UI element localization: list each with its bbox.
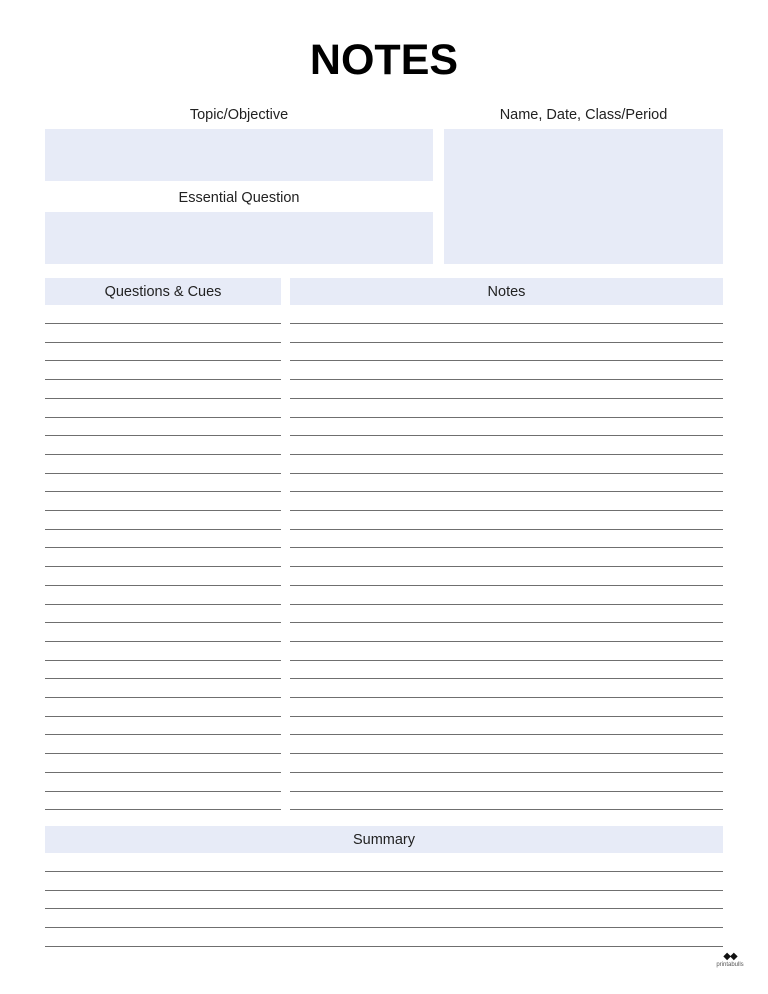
topic-objective-field[interactable] [45,129,433,181]
rule-line [45,641,281,642]
rule-line [290,417,723,418]
rule-line [45,809,281,810]
rule-line [45,604,281,605]
rule-line [45,678,281,679]
rule-line [290,809,723,810]
rule-line [290,547,723,548]
rule-line [290,360,723,361]
rule-line [45,342,281,343]
rule-line [45,510,281,511]
rule-line [290,604,723,605]
notes-lines[interactable] [290,323,723,813]
rule-line [45,454,281,455]
rule-line [45,585,281,586]
rule-line [45,791,281,792]
rule-line [45,360,281,361]
rule-line [45,323,281,324]
rule-line [290,622,723,623]
summary-label: Summary [352,831,416,848]
rule-line [45,435,281,436]
rule-line [45,772,281,773]
rule-line [45,398,281,399]
rule-line [290,753,723,754]
rule-line [290,435,723,436]
rule-line [45,660,281,661]
essential-question-field[interactable] [45,212,433,264]
rule-line [290,791,723,792]
rule-line [290,491,723,492]
rule-line [45,946,723,947]
rule-line [45,927,723,928]
rule-line [45,697,281,698]
questions-cues-lines[interactable] [45,323,281,813]
essential-question-label: Essential Question [178,190,300,206]
name-date-class-label: Name, Date, Class/Period [499,107,668,123]
rule-line [290,379,723,380]
topic-objective-label: Topic/Objective [189,107,289,123]
rule-line [45,890,723,891]
rule-line [45,473,281,474]
rule-line [45,753,281,754]
rule-line [45,908,723,909]
rule-line [290,342,723,343]
rule-line [45,566,281,567]
rule-line [45,379,281,380]
notes-header [290,278,723,305]
name-date-class-field[interactable] [444,129,723,264]
rule-line [290,510,723,511]
rule-line [45,547,281,548]
questions-cues-label: Questions & Cues [104,283,222,300]
rule-line [290,585,723,586]
summary-lines[interactable] [45,871,723,951]
notes-label: Notes [487,283,526,300]
summary-header [45,826,723,853]
bulldogs-logo-icon: ◆◆ [723,951,737,962]
rule-line [290,529,723,530]
rule-line [45,622,281,623]
rule-line [45,529,281,530]
rule-line [45,491,281,492]
rule-line [290,734,723,735]
rule-line [290,473,723,474]
rule-line [290,566,723,567]
rule-line [290,772,723,773]
rule-line [45,734,281,735]
rule-line [290,398,723,399]
rule-line [290,716,723,717]
rule-line [290,454,723,455]
rule-line [45,417,281,418]
logo-text: printabulls [716,962,744,968]
rule-line [290,323,723,324]
rule-line [290,641,723,642]
rule-line [290,678,723,679]
rule-line [45,871,723,872]
rule-line [290,697,723,698]
printabulls-logo [710,952,750,969]
rule-line [45,716,281,717]
page-title: NOTES [309,36,459,84]
questions-cues-header [45,278,281,305]
rule-line [290,660,723,661]
